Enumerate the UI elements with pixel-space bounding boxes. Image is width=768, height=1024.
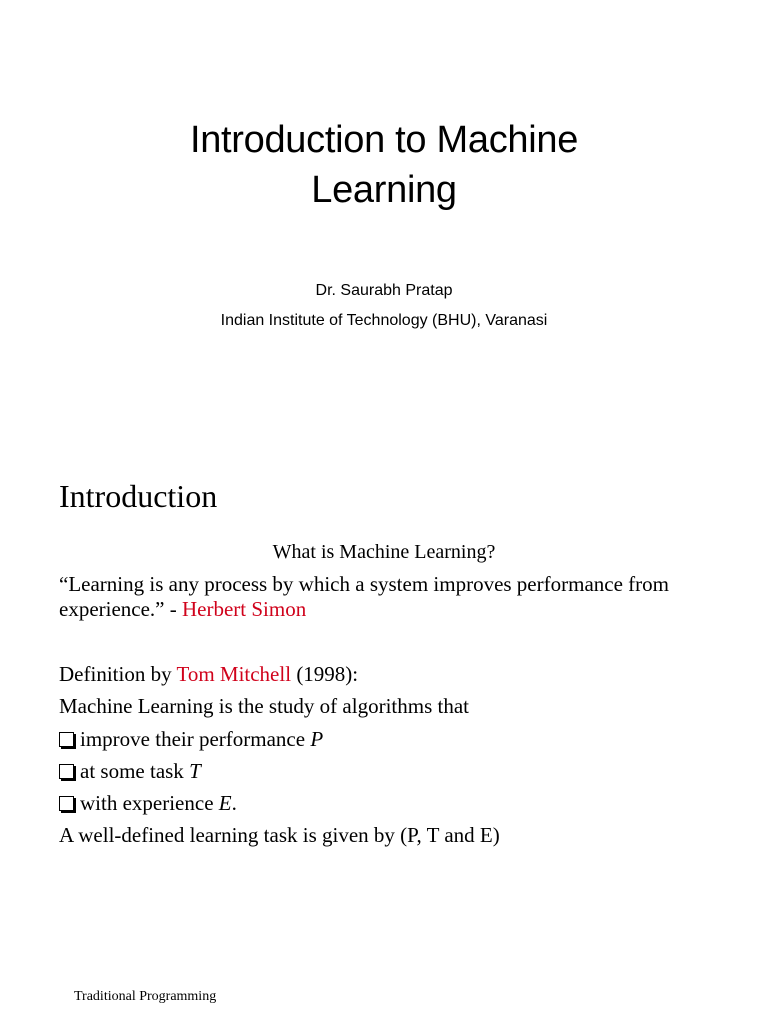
- bullet-end: .: [231, 791, 237, 815]
- quote-author: Herbert Simon: [182, 597, 307, 621]
- definition-prefix: Definition by: [59, 662, 177, 686]
- bullet-item: [59, 791, 237, 816]
- question-line: What is Machine Learning?: [272, 541, 496, 563]
- author-name: Dr. Saurabh Pratap: [315, 282, 453, 299]
- slide-title-line-1: Introduction to Machine: [189, 119, 579, 161]
- definition-author: Tom Mitchell: [176, 662, 292, 686]
- bullet-item: [59, 759, 201, 784]
- bullet-text: improve their performance: [80, 727, 311, 751]
- bullet-item: [59, 727, 323, 752]
- definition-year: (1998):: [291, 662, 359, 686]
- bullet-text: with experience: [80, 791, 219, 815]
- task-definition-line: A well-defined learning task is given by (P, T and E): [59, 823, 500, 847]
- bullet-variable: P: [310, 727, 324, 751]
- introduction-slide: [0, 440, 768, 1024]
- bullet-variable: T: [189, 759, 201, 783]
- checkbox-bullet-icon: [59, 764, 74, 779]
- bullet-text: at some task: [80, 759, 190, 783]
- definition-line: [59, 662, 358, 687]
- next-slide-title: Traditional Programming: [74, 989, 217, 1004]
- bullet-variable: E: [218, 791, 232, 815]
- slide-title-line-2: Learning: [311, 169, 457, 211]
- title-slide: [0, 0, 768, 440]
- checkbox-bullet-icon: [59, 732, 74, 747]
- quote-line-2: [59, 597, 306, 622]
- slide-heading: Introduction: [59, 478, 218, 514]
- quote-line-1: “Learning is any process by which a system improves performance from: [59, 572, 669, 596]
- checkbox-bullet-icon: [59, 796, 74, 811]
- institution-name: Indian Institute of Technology (BHU), Varanasi: [220, 312, 548, 329]
- study-line: Machine Learning is the study of algorithms that: [59, 694, 469, 718]
- quote-line-2-text: experience.” -: [59, 597, 182, 621]
